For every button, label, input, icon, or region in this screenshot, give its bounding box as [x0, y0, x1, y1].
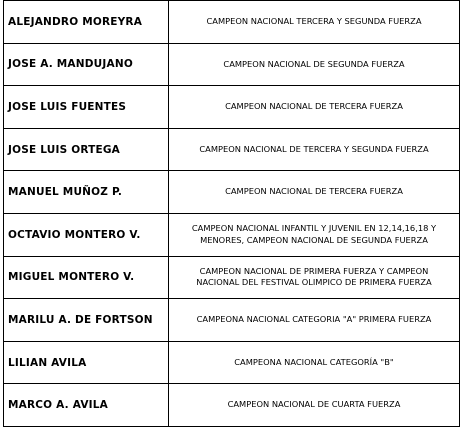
champion-title-text: CAMPEON NACIONAL DE PRIMERA FUERZA Y CAMPEON NACIONAL DEL FESTIVAL OLIMPICO DE PRIMERA FUERZA: [196, 265, 432, 288]
champion-name: JOSE A. MANDUJANO: [4, 43, 169, 86]
champion-title: [169, 43, 460, 86]
table-row: [4, 384, 460, 427]
table-row: [4, 86, 460, 129]
champion-title: [169, 128, 460, 171]
champions-table: [3, 0, 460, 427]
champion-name: ALEJANDRO MOREYRA: [4, 1, 169, 44]
champion-title-text: CAMPEONA NACIONAL CATEGORIA "A" PRIMERA FUERZA: [196, 314, 432, 325]
table-row: [4, 256, 460, 299]
table-row: [4, 128, 460, 171]
champion-name: MANUEL MUÑOZ P.: [4, 171, 169, 214]
table-row: [4, 43, 460, 86]
champion-title: [169, 1, 460, 44]
champion-title-text: CAMPEON NACIONAL TERCERA Y SEGUNDA FUERZA: [206, 16, 422, 27]
champion-name: JOSE LUIS ORTEGA: [4, 128, 169, 171]
champions-table-container: [3, 0, 460, 427]
champion-name: OCTAVIO MONTERO V.: [4, 213, 169, 256]
champion-title-text: CAMPEONA NACIONAL CATEGORÍA "B": [234, 356, 394, 367]
champion-name: LILIAN AVILA: [4, 341, 169, 384]
champion-title: [169, 256, 460, 299]
table-row: [4, 1, 460, 44]
champion-title-text: CAMPEON NACIONAL DE CUARTA FUERZA: [227, 399, 401, 410]
champion-title: [169, 86, 460, 129]
champion-title-text: CAMPEON NACIONAL DE TERCERA FUERZA: [225, 186, 403, 197]
table-row: [4, 213, 460, 256]
table-row: [4, 299, 460, 342]
champion-title-text: CAMPEON NACIONAL DE TERCERA FUERZA: [225, 101, 403, 112]
champion-title: [169, 171, 460, 214]
champion-title-text: CAMPEON NACIONAL INFANTIL Y JUVENIL EN 12,14,16,18 Y MENORES, CAMPEON NACIONAL DE SEGUNDA FUERZA: [191, 223, 437, 245]
champion-title: [169, 299, 460, 342]
table-row: [4, 171, 460, 214]
champion-name: MARCO A. AVILA: [4, 384, 169, 427]
champion-title: [169, 341, 460, 384]
champion-title: [169, 384, 460, 427]
champion-name: MARILU A. DE FORTSON: [4, 299, 169, 342]
table-row: [4, 341, 460, 384]
champion-title: [169, 213, 460, 256]
champion-name: MIGUEL MONTERO V.: [4, 256, 169, 299]
champion-name: JOSE LUIS FUENTES: [4, 86, 169, 129]
champion-title-text: CAMPEON NACIONAL DE SEGUNDA FUERZA: [223, 58, 405, 69]
champion-title-text: CAMPEON NACIONAL DE TERCERA Y SEGUNDA FUERZA: [199, 143, 429, 154]
